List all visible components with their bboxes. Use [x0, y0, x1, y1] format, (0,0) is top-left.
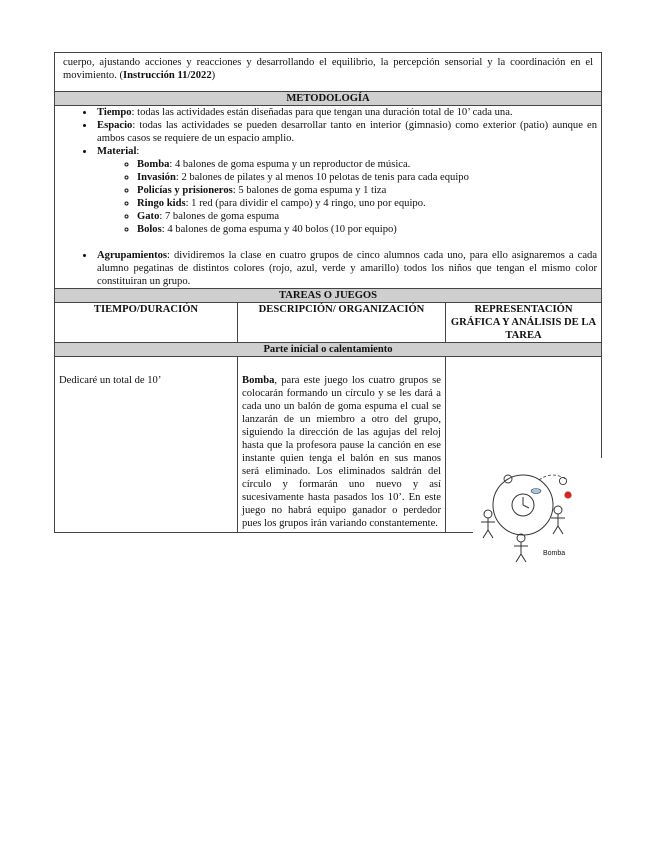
item-text: :: [136, 146, 140, 157]
material-item: [137, 197, 597, 210]
section-row: [55, 343, 602, 357]
material-item: [137, 158, 597, 171]
material-label: Bomba: [137, 159, 170, 170]
tiempo-cell: Dedicaré un total de 10’: [55, 357, 238, 533]
instruction-reference: Instrucción 11/2022: [123, 70, 212, 81]
column-header-row: [55, 303, 602, 343]
item-text: : dividiremos la clase en cuatro grupos de cinco alumnos cada uno, para ello asignaremos a cada alumno pegatinas de distintos colores (rojo, azul, verde y amarillo) todos los niños que tengan el mismo color constituiran un grupo.: [97, 250, 598, 287]
list-item-agrupamientos: [95, 249, 597, 288]
material-text: : 7 balones de goma espuma: [159, 211, 280, 222]
bomba-diagram: [473, 458, 608, 576]
list-item-tiempo: [95, 106, 597, 119]
material-label: Invasión: [137, 172, 176, 183]
intro-paragraph: [59, 55, 597, 88]
tareas-heading: TAREAS O JUEGOS: [55, 289, 602, 303]
spacer: [55, 236, 597, 249]
metodologia-list: [55, 106, 597, 236]
material-label: Gato: [137, 211, 160, 222]
item-label: Material: [97, 146, 137, 157]
material-item: [137, 171, 597, 184]
material-text: : 5 balones de goma espuma y 1 tiza: [232, 185, 387, 196]
material-label: Policías y prisioneros: [137, 185, 233, 196]
material-label: Bolos: [137, 224, 162, 235]
intro-text: cuerpo, ajustando acciones y reacciones y desarrollando el equilibrio, la percepción sensorial y la coordinación en el movimiento. (: [63, 57, 594, 81]
material-list: [97, 158, 597, 236]
material-item: [137, 184, 597, 197]
column-header-representacion: REPRESENTACIÓN GRÁFICA Y ANÁLISIS DE LA TAREA: [446, 303, 602, 343]
game-description: , para este juego los cuatro grupos se colocarán formando un círculo y se les dará a cada uno un balón de goma espuma el cual se lanzarán de un miembro a otro del grupo, siguiendo la dirección de las agujas del reloj hasta que la profesora pause la canción en ese instante quien tenga el balón en sus manos será eliminado. Los eliminados saldrán del círculo y formarán uno nuevo y así sucesivamente hasta pasados los 10’. En este juego no habrá equipo ganador o perdedor pues los grupos irán variando constantemente.: [242, 375, 441, 529]
metodologia-body: [55, 106, 602, 289]
intro-cell: [55, 53, 602, 92]
item-text: : todas las actividades se pueden desarrollar tanto en interior (gimnasio) como exterior (patio) aunque en ambos casos se requiere de un espacio amplio.: [97, 120, 598, 144]
diagram-background: [473, 458, 608, 576]
material-item: [137, 223, 597, 236]
section-heading: Parte inicial o calentamiento: [55, 343, 602, 357]
material-text: : 2 balones de pilates y al menos 10 pelotas de tenis para cada equipo: [175, 172, 469, 183]
descripcion-cell: [238, 357, 446, 533]
metodologia-heading-row: [55, 92, 602, 106]
item-text: : todas las actividades están diseñadas para que tengan una duración total de 10’ cada una.: [131, 107, 513, 118]
item-label: Espacio: [97, 120, 133, 131]
diagram-label: Bomba: [543, 550, 566, 557]
material-text: : 1 red (para dividir el campo) y 4 ringo, uno por equipo.: [185, 198, 426, 209]
game-name: Bomba: [242, 375, 275, 386]
item-label: Agrupamientos: [97, 250, 168, 261]
column-header-tiempo: TIEMPO/DURACIÓN: [55, 303, 238, 343]
material-text: : 4 balones de goma espuma y 40 bolos (10 por equipo): [161, 224, 397, 235]
agrupamientos-list: [55, 249, 597, 288]
material-label: Ringo kids: [137, 198, 186, 209]
intro-close: ): [211, 70, 216, 81]
metodologia-heading: METODOLOGÍA: [55, 92, 602, 106]
list-item-espacio: [95, 119, 597, 145]
ball-icon: [531, 489, 541, 494]
metodologia-body-row: [55, 106, 602, 289]
intro-row: [55, 53, 602, 92]
material-item: [137, 210, 597, 223]
red-ball-icon: [564, 491, 571, 498]
column-header-descripcion: DESCRIPCIÓN/ ORGANIZACIÓN: [238, 303, 446, 343]
material-text: : 4 balones de goma espuma y un reproductor de música.: [169, 159, 411, 170]
tareas-heading-row: [55, 289, 602, 303]
list-item-material: [95, 145, 597, 236]
item-label: Tiempo: [97, 107, 132, 118]
